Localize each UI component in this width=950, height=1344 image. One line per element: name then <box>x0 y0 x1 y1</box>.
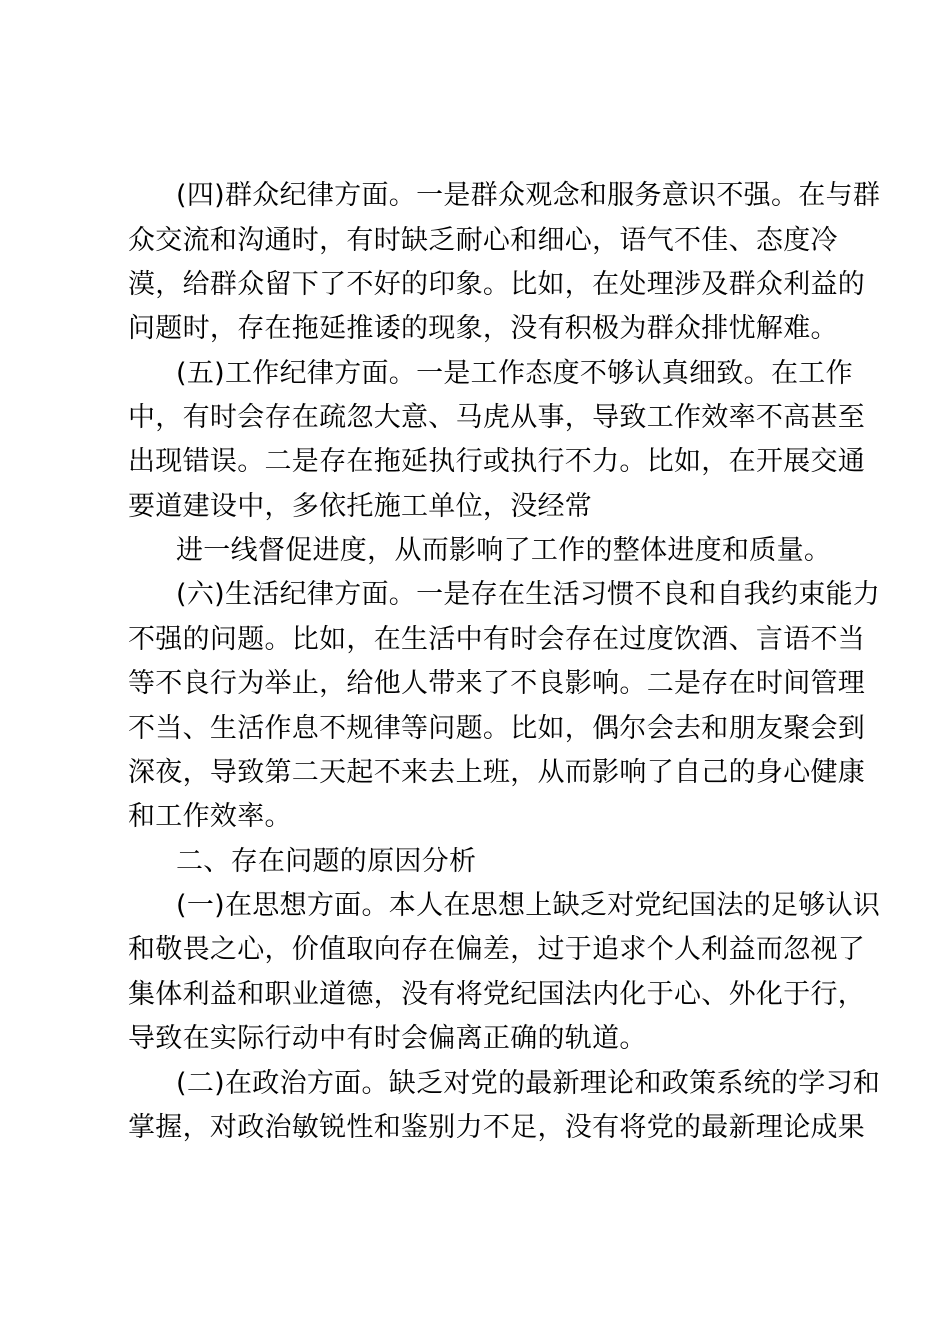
section-heading: 二、存在问题的原因分析 <box>176 846 477 877</box>
paragraph-6-line-1: (六)生活纪律方面。一是存在生活习惯不良和自我约束能力 <box>176 579 881 610</box>
paragraph-6-line-3: 等不良行为举止，给他人带来了不良影响。二是存在时间管理 <box>128 668 866 699</box>
analysis-2-line-2: 掌握，对政治敏锐性和鉴别力不足，没有将党的最新理论成果 <box>128 1112 866 1143</box>
paragraph-4-line-4: 问题时，存在拖延推诿的现象，没有积极为群众排忧解难。 <box>128 313 838 344</box>
paragraph-4-line-1: (四)群众纪律方面。一是群众观念和服务意识不强。在与群 <box>176 180 881 211</box>
analysis-2-line-1: (二)在政治方面。缺乏对党的最新理论和政策系统的学习和 <box>176 1068 881 1099</box>
analysis-1-line-4: 导致在实际行动中有时会偏离正确的轨道。 <box>128 1023 647 1054</box>
paragraph-5-line-1: (五)工作纪律方面。一是工作态度不够认真细致。在工作 <box>176 358 853 389</box>
analysis-1-line-1: (一)在思想方面。本人在思想上缺乏对党纪国法的足够认识 <box>176 890 881 921</box>
paragraph-4-line-2: 众交流和沟通时，有时缺乏耐心和细心，语气不佳、态度冷 <box>128 225 838 256</box>
analysis-1-line-2: 和敬畏之心，价值取向存在偏差，过于追求个人利益而忽视了 <box>128 934 866 965</box>
paragraph-4-line-3: 漠，给群众留下了不好的印象。比如，在处理涉及群众利益的 <box>128 269 866 300</box>
paragraph-6-line-2: 不强的问题。比如，在生活中有时会存在过度饮酒、言语不当 <box>128 624 866 655</box>
paragraph-5-line-4: 要道建设中，多依托施工单位，没经常 <box>128 491 593 522</box>
paragraph-5-line-2: 中，有时会存在疏忽大意、马虎从事，导致工作效率不高甚至 <box>128 402 866 433</box>
paragraph-6-line-6: 和工作效率。 <box>128 801 292 832</box>
paragraph-6-line-4: 不当、生活作息不规律等问题。比如，偶尔会去和朋友聚会到 <box>128 713 866 744</box>
paragraph-5-continuation: 进一线督促进度，从而影响了工作的整体进度和质量。 <box>176 535 832 566</box>
analysis-1-line-3: 集体利益和职业道德，没有将党纪国法内化于心、外化于行， <box>128 979 866 1010</box>
paragraph-5-line-3: 出现错误。二是存在拖延执行或执行不力。比如，在开展交通 <box>128 446 866 477</box>
paragraph-6-line-5: 深夜，导致第二天起不来去上班，从而影响了自己的身心健康 <box>128 757 866 788</box>
